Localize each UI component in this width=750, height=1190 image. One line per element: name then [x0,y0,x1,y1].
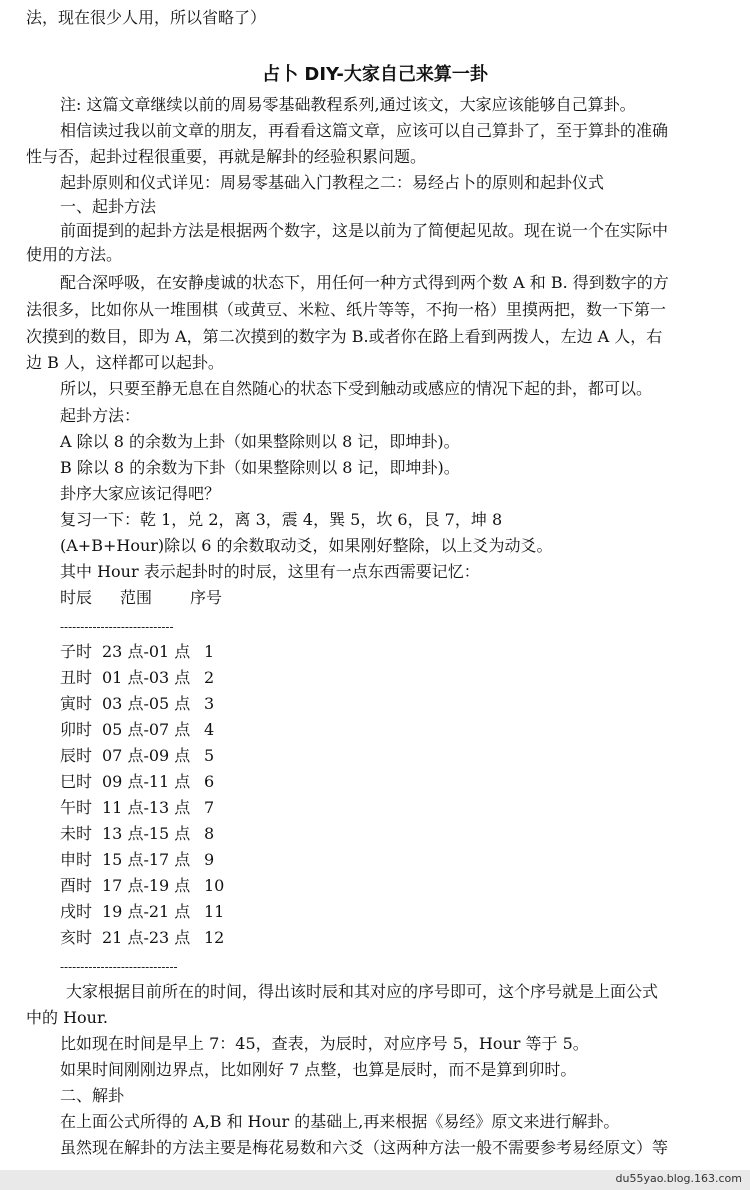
paragraph-hour: 其中 Hour 表示起卦时的时辰，这里有一点东西需要记忆： [60,562,480,581]
paragraph-method-line2: 使用的方法。 [26,245,123,264]
paragraph-breath-line1: 配合深呼吸，在安静虔诚的状态下，用任何一种方式得到两个数 A 和 B. 得到数字的方 [60,273,669,292]
cell-range: 19 点-21 点 [102,902,191,921]
cell-shichen: 酉时 [60,876,93,895]
paragraph-order-question: 卦序大家应该记得吧？ [60,484,221,503]
watermark-url: du55yao.blog.163.com [615,1172,742,1185]
paragraph-example: 比如现在时间是早上 7：45，查表，为辰时，对应序号 5，Hour 等于 5。 [60,1034,589,1053]
paragraph-explain-line2: 中的 Hour. [26,1008,108,1027]
cell-range: 01 点-03 点 [102,668,191,687]
cell-range: 03 点-05 点 [102,694,191,713]
paragraph-note: 注: 这篇文章继续以前的周易零基础教程系列,通过该文，大家应该能够自己算卦。 [60,95,636,114]
paragraph-principles: 起卦原则和仪式详见：周易零基础入门教程之二：易经占卜的原则和起卦仪式 [60,173,605,192]
paragraph-intro-line1: 相信读过我以前文章的朋友，再看看这篇文章，应该可以自己算卦了，至于算卦的准确 [60,121,669,140]
paragraph-interpret: 在上面公式所得的 A,B 和 Hour 的基础上,再来根据《易经》原文来进行解卦。 [60,1112,620,1131]
cell-number: 5 [204,746,215,765]
cell-shichen: 申时 [60,850,93,869]
paragraph-formula: (A+B+Hour)除以 6 的余数取动爻，如果刚好整除，以上爻为动爻。 [60,536,553,555]
footer-bar [0,1170,750,1190]
table-row [60,720,244,740]
table-row [60,928,244,948]
table-row [60,746,244,766]
table-row [60,668,244,688]
cell-number: 1 [204,642,215,661]
section-heading-1: 一、起卦方法 [60,197,157,216]
table-row [60,876,244,896]
paragraph-rule-b: B 除以 8 的余数为下卦（如果整除则以 8 记，即坤卦)。 [60,458,460,477]
cell-range: 21 点-23 点 [102,928,191,947]
table-row [60,694,244,714]
paragraph-methods: 虽然现在解卦的方法主要是梅花易数和六爻（这两种方法一般不需要参考易经原文）等 [60,1138,669,1157]
cell-range: 11 点-13 点 [102,798,191,817]
table-row [60,824,244,844]
paragraph-breath-line2: 法很多，比如你从一堆围棋（或黄豆、米粒、纸片等等，不拘一格）里摸两把，数一下第一 [26,300,667,319]
cell-number: 7 [204,798,215,817]
cell-shichen: 丑时 [60,668,93,687]
cell-number: 3 [204,694,215,713]
cell-number: 2 [204,668,215,687]
table-row [60,902,244,922]
article-title: 占卜 DIY-大家自己来算一卦 [262,64,488,85]
table-separator-top: ---------------------------- [60,620,174,634]
cell-range: 13 点-15 点 [102,824,191,843]
table-separator-bottom: ----------------------------- [60,960,178,974]
cell-shichen: 子时 [60,642,93,661]
cell-shichen: 寅时 [60,694,93,713]
cell-range: 23 点-01 点 [102,642,191,661]
paragraph-review: 复习一下：乾 1，兑 2，离 3，震 4，巽 5，坎 6，艮 7，坤 8 [60,510,503,529]
cell-shichen: 辰时 [60,746,93,765]
cell-shichen: 未时 [60,824,93,843]
cell-range: 09 点-11 点 [102,772,191,791]
header-shichen: 时辰 [60,588,93,607]
paragraph-so: 所以，只要至静无息在自然随心的状态下受到触动或感应的情况下起的卦，都可以。 [60,379,653,398]
header-range: 范围 [120,588,153,607]
cell-shichen: 卯时 [60,720,93,739]
cell-number: 10 [204,876,225,895]
cell-range: 07 点-09 点 [102,746,191,765]
table-row [60,850,244,870]
paragraph-breath-line4: 边 B 人，这样都可以起卦。 [26,353,224,372]
cell-number: 6 [204,772,215,791]
paragraph-method-heading: 起卦方法： [60,406,141,425]
paragraph-breath-line3: 次摸到的数目，即为 A，第二次摸到的数字为 B.或者你在路上看到两拨人，左边 A 人，右 [26,327,663,346]
paragraph-explain-line1: 大家根据目前所在的时间，得出该时辰和其对应的序号即可，这个序号就是上面公式 [66,982,659,1001]
top-fragment: 法，现在很少人用，所以省略了） [26,8,267,27]
cell-number: 12 [204,928,225,947]
cell-shichen: 亥时 [60,928,93,947]
table-header [60,588,230,608]
cell-number: 4 [204,720,215,739]
cell-number: 9 [204,850,215,869]
table-row [60,642,244,662]
cell-range: 17 点-19 点 [102,876,191,895]
header-number: 序号 [190,588,223,607]
paragraph-method-line1: 前面提到的起卦方法是根据两个数字，这是以前为了简便起见故。现在说一个在实际中 [60,221,669,240]
paragraph-boundary: 如果时间刚刚边界点，比如刚好 7 点整，也算是辰时，而不是算到卯时。 [60,1060,577,1079]
cell-number: 8 [204,824,215,843]
table-row [60,772,244,792]
cell-number: 11 [204,902,225,921]
cell-range: 15 点-17 点 [102,850,191,869]
cell-shichen: 巳时 [60,772,93,791]
cell-shichen: 戌时 [60,902,93,921]
section-heading-2: 二、解卦 [60,1086,125,1105]
paragraph-intro-line2: 性与否，起卦过程很重要，再就是解卦的经验积累问题。 [26,147,427,166]
cell-range: 05 点-07 点 [102,720,191,739]
table-row [60,798,244,818]
paragraph-rule-a: A 除以 8 的余数为上卦（如果整除则以 8 记，即坤卦)。 [60,432,460,451]
cell-shichen: 午时 [60,798,93,817]
